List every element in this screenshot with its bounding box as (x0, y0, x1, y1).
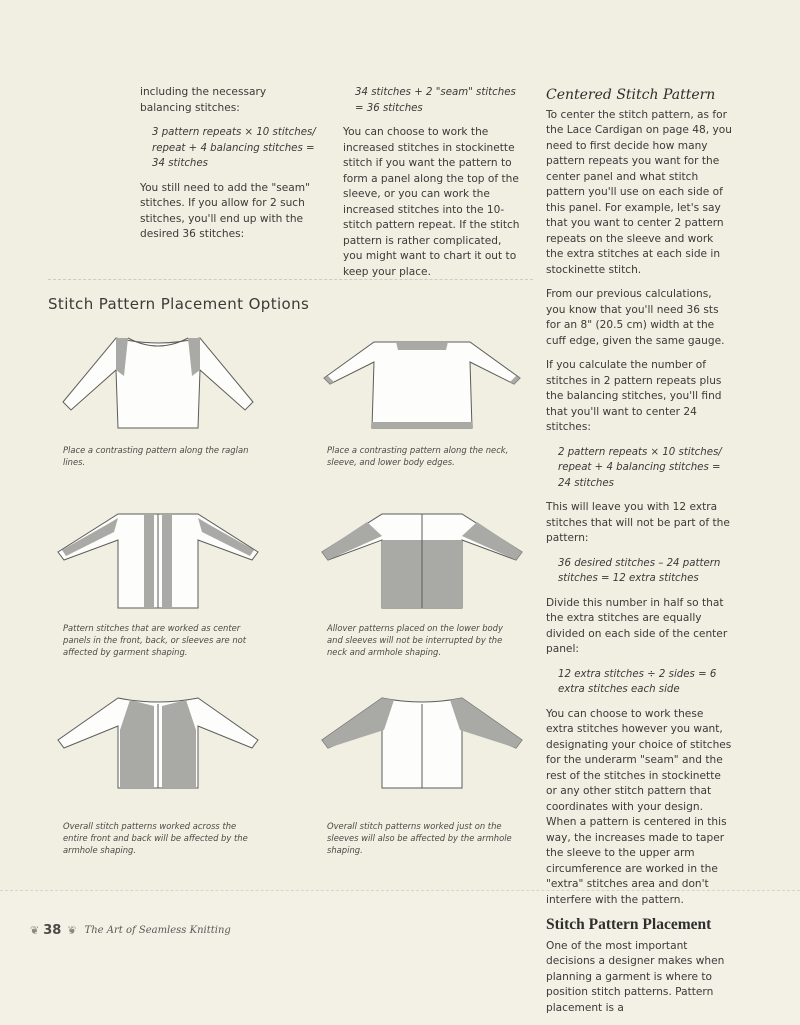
sweater-illustration-overall-body (48, 690, 268, 790)
paragraph: You can choose to work the increased stitches in stockinette stitch if you want the pattern to form a panel along the top of the sleeve, or you can work the increased stitches into the 10-stitch pattern repeat. If the stitch pattern is rather complicated, you might want to chart it out to keep your place. (343, 126, 520, 278)
leaf-ornament-icon: ❦ (30, 924, 40, 937)
book-title: The Art of Seamless Knitting (84, 925, 231, 936)
paragraph: From our previous calculations, you know that you'll need 36 sts for an 8" (20.5 cm) width at the cuff edge, given the same gauge. (546, 288, 725, 347)
caption: Place a contrasting pattern along the raglan lines. (63, 445, 249, 467)
page-number: 38 (43, 923, 62, 938)
caption: Place a contrasting pattern along the neck, sleeve, and lower body edges. (327, 445, 509, 467)
caption: Overall stitch patterns worked just on the sleeves will also be affected by the armhole shaping. (327, 821, 512, 855)
equation: 36 desired stitches – 24 pattern stitches = 12 extra stitches (558, 557, 721, 584)
sweater-illustration-overall-sleeves (312, 690, 532, 790)
paragraph: This will leave you with 12 extra stitches that will not be part of the pattern: (546, 501, 730, 544)
paragraph: If you calculate the number of stitches in 2 pattern repeats plus the balancing stitches, you'll find that you'll want to center 24 stitches: (546, 359, 722, 433)
footer (30, 923, 231, 938)
caption: Pattern stitches that are worked as center panels in the front, back, or sleeves are not affected by garment shaping. (63, 623, 247, 657)
paragraph: You still need to add the "seam" stitches. If you allow for 2 such stitches, you'll end up with the desired 36 stitches: (140, 181, 310, 240)
paragraph: Divide this number in half so that the extra stitches are equally divided on each side of the center panel: (546, 596, 728, 655)
equation: 34 stitches + 2 "seam" stitches = 36 stitches (355, 87, 516, 114)
section-title: Stitch Pattern Placement Options (48, 295, 310, 313)
footer-divider (0, 890, 800, 891)
paragraph: One of the most important decisions a designer makes when planning a garment is where to position stitch patterns. Pattern placement is a (546, 939, 725, 1014)
caption: Allover patterns placed on the lower body and sleeves will not be interrupted by the neck and armhole shaping. (327, 623, 503, 657)
leaf-ornament-icon: ❦ (67, 924, 77, 937)
sweater-illustration-edges (312, 330, 532, 430)
text-column-1 (140, 85, 320, 252)
heading-stitch-pattern-placement: Stitch Pattern Placement (546, 916, 712, 933)
paragraph: You can choose to work these extra stitches however you want, designating your choice of stitches for the underarm "seam" and the rest of the stitches in stockinette or any other stitch pattern that coordinates with your design. When a pattern is centered in this way, the increases made to taper the sleeve to the upper arm circumference are worked in the "extra" stitches area and don't interfere with the pattern. (546, 707, 732, 906)
caption: Overall stitch patterns worked across the entire front and back will be affected by the armhole shaping. (63, 821, 248, 855)
text-column-2 (343, 85, 523, 289)
sweater-illustration-allover (312, 510, 532, 610)
paragraph: To center the stitch pattern, as for the Lace Cardigan on page 48, you need to first decide how many pattern repeats you want for the center panel and what stitch pattern you'll use on each side of this panel. For example, let's say that you want to center 2 pattern repeats on the sleeve and work the extra stitches at each side in stockinette stitch. (546, 108, 732, 276)
paragraph: including the necessary balancing stitches: (140, 86, 267, 114)
sweater-illustration-center-panels (48, 510, 268, 610)
heading-centered-stitch-pattern: Centered Stitch Pattern (546, 87, 716, 103)
section-divider (48, 279, 533, 280)
equation: 3 pattern repeats × 10 stitches/ repeat + 4 balancing stitches = 34 stitches (152, 127, 316, 169)
equation: 2 pattern repeats × 10 stitches/ repeat + 4 balancing stitches = 24 stitches (558, 446, 722, 489)
text-column-3 (546, 88, 734, 1025)
sweater-illustration-raglan (48, 330, 268, 430)
equation: 12 extra stitches ÷ 2 sides = 6 extra stitches each side (558, 668, 717, 695)
